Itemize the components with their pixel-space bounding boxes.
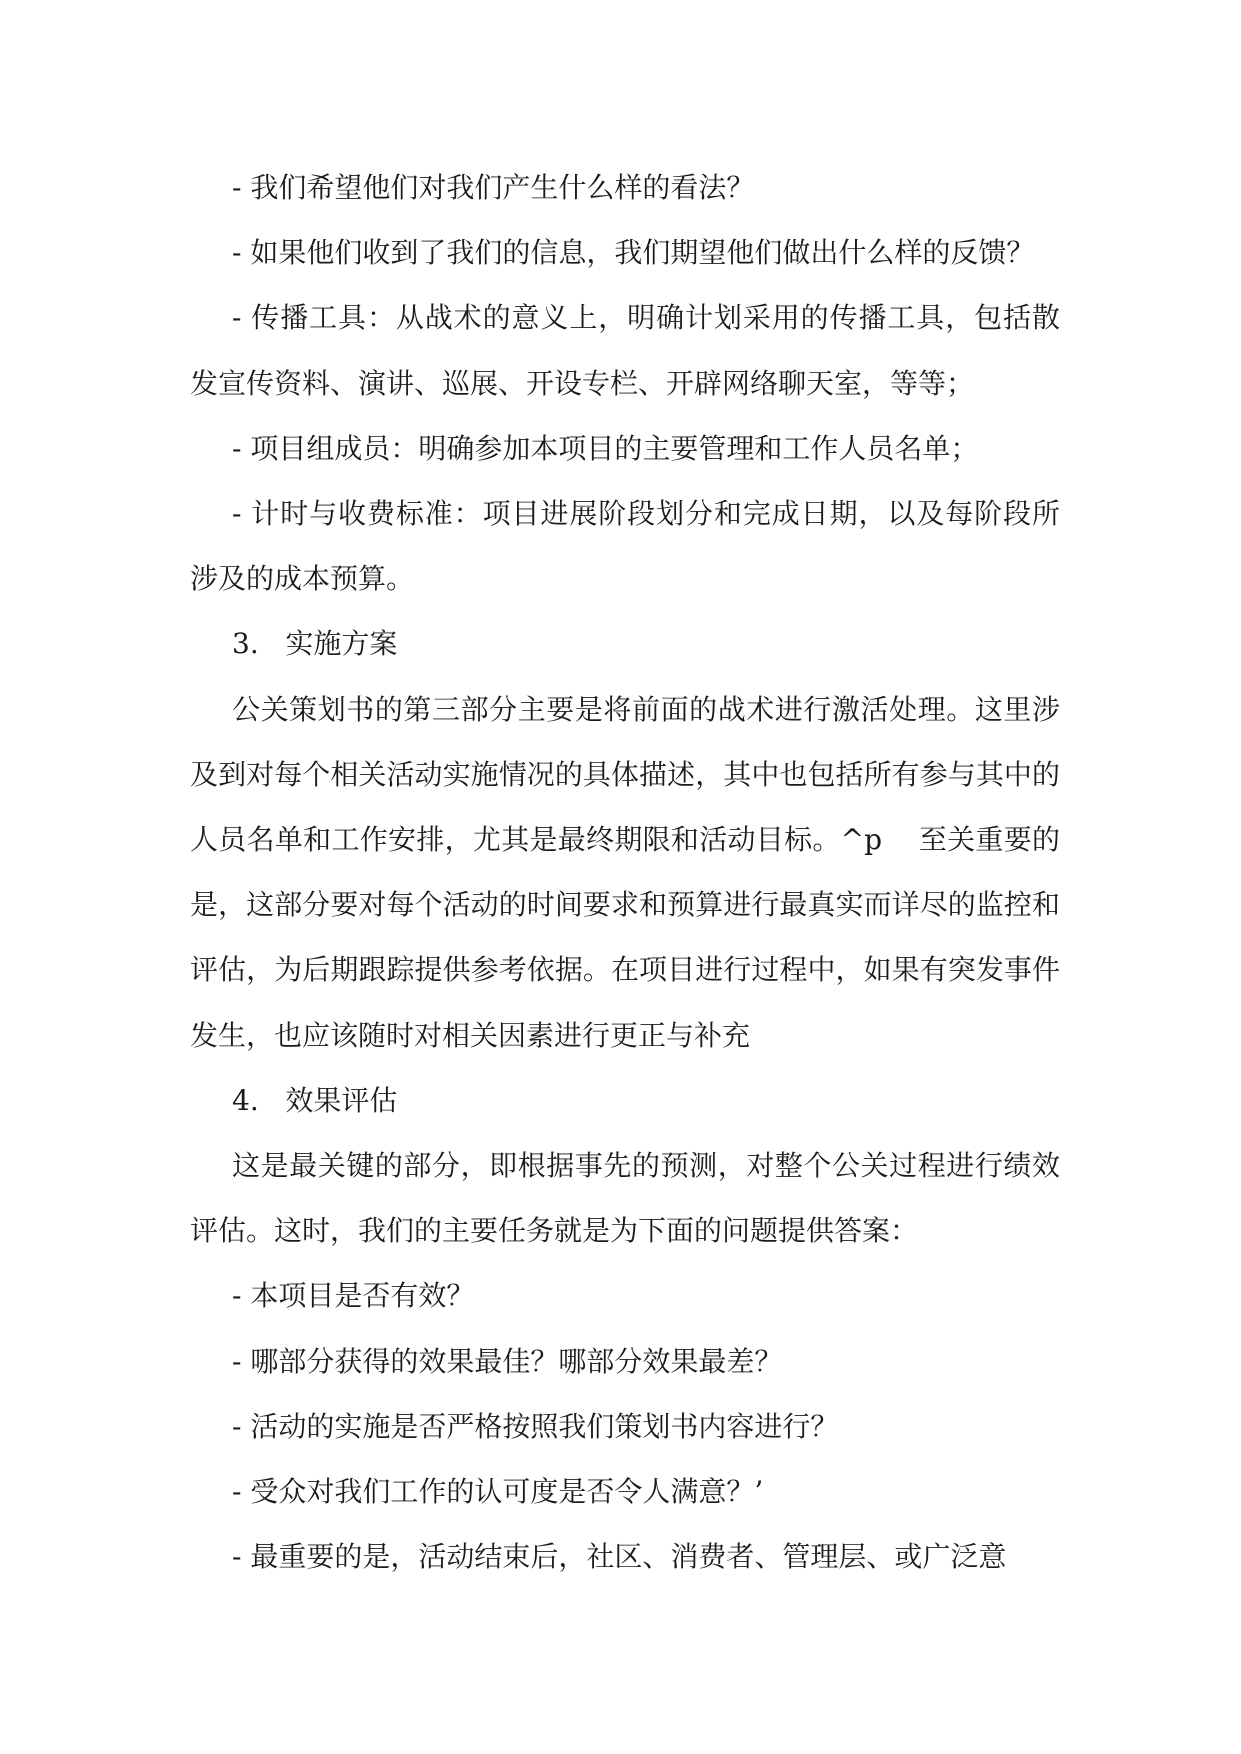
paragraph-bullet: - 项目组成员：明确参加本项目的主要管理和工作人员名单；	[232, 431, 979, 465]
paragraph-bullet: - 如果他们收到了我们的信息，我们期望他们做出什么样的反馈？	[232, 236, 1035, 270]
paragraph-bullet: - 计时与收费标准：项目进展阶段划分和完成日期，以及每阶段所涉及的成本预算。	[190, 497, 1060, 596]
paragraph-bullet: - 传播工具：从战术的意义上，明确计划采用的传播工具，包括散发宣传资料、演讲、巡展、开设专栏、开辟网络聊天室，等等；	[190, 301, 1060, 400]
paragraph-bullet: - 活动的实施是否严格按照我们策划书内容进行？	[232, 1409, 839, 1443]
section-heading: 4. 效果评估	[232, 1083, 398, 1117]
section-heading: 3. 实施方案	[232, 627, 398, 661]
paragraph-bullet: - 受众对我们工作的认可度是否令人满意？’	[232, 1475, 764, 1509]
paragraph-bullet: - 哪部分获得的效果最佳？哪部分效果最差？	[232, 1344, 783, 1378]
paragraph-bullet: - 我们希望他们对我们产生什么样的看法？	[232, 171, 755, 204]
paragraph-bullet: - 本项目是否有效？	[232, 1279, 475, 1313]
document-body	[190, 155, 1060, 1589]
paragraph: 公关策划书的第三部分主要是将前面的战术进行激活处理。这里涉及到对每个相关活动实施情况的具体描述，其中也包括所有参与其中的人员名单和工作安排，尤其是最终期限和活动目标。^p 至关重要的是，这部分要对每个活动的时间要求和预算进行最真实而详尽的监控和评估，为后期跟踪提供参考依据。在项目进行过程中，如果有突发事件发生，也应该随时对相关因素进行更正与补充	[190, 692, 1060, 1052]
paragraph-bullet: - 最重要的是，活动结束后，社区、消费者、管理层、或广泛意	[232, 1540, 1007, 1574]
paragraph: 这是最关键的部分，即根据事先的预测，对整个公关过程进行绩效评估。这时，我们的主要任务就是为下面的问题提供答案：	[190, 1149, 1060, 1248]
